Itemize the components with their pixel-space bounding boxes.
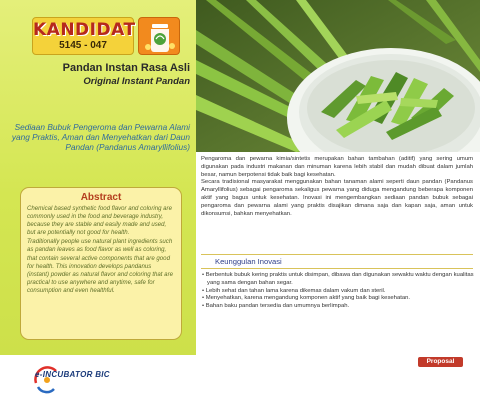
list-item: • Lebih sehat dan tahan lama karena dikemas dalam vakum dan steril. [201,288,476,296]
list-item: • Berbentuk bubuk kering praktis untuk disimpan, dibawa dan digunakan sewaktu waktu dengan kualitas yang sama dengan bahan segar. [201,272,476,288]
intro-paragraph: Pengaroma dan pewarna kimia/sintetis merupakan bahan tambahan (aditif) yang sering umum digunakan pada industri makanan dan minuman karena lebih stabil dan mudah dibuat dalam jumlah besar, namun berpotensi tidak baik bagi kesehatan. [201,156,473,178]
pandan-leaves-photo [196,0,480,152]
logo-text: e-INCUBATOR BIC [35,370,110,379]
abstract-paragraph: Traditionally people use natural plant ingredients such as pandan leaves as food flavor as well as coloring, that contain several active components that are good for health. This innovation develops pandanus (instant) powder as natural flavor and coloring that are practical to use anywhere and anytime, safe for consumption and even healthful. [27,238,173,294]
badge-code: 5145 - 047 [59,40,107,51]
abstract-box [20,187,182,340]
food-jar-icon [138,17,180,55]
abstract-text [27,205,175,295]
abstract-paragraph: Chemical based synthetic food flavor and coloring are commonly used in the food and beverage industry, because they are stable and easily made and used, but are potentially not good for health. [27,205,172,237]
proposal-badge: Proposal [418,357,463,367]
product-subtitle: Original Instant Pandan [83,76,190,87]
abstract-title: Abstract [80,192,122,203]
candidate-badge [32,17,134,55]
product-title: Pandan Instan Rasa Asli [62,62,190,74]
intro-paragraph: Secara tradisional masyarakat menggunakan bahan tanaman alami seperti daun pandan (Pandanus Amaryllifolius) sebagai pengaroma sekaligus pewarna yang diduga mengandung beberapa komponen aktif yang bagus untuk kesehatan. Inovasi ini mengembangkan sediaan pandan bubuk sebagai pengaroma dan pewarna alami yang praktis disajikan dimana saja dan kapan saja, aman untuk dikonsumsi, bahkan menyehatkan. [201,179,473,217]
advantages-list [201,272,476,311]
badge-title: KANDIDAT [33,20,136,40]
list-item: • Bahan baku pandan tersedia dan umumnya berlimpah. [201,303,476,311]
advantages-heading: Keunggulan Inovasi [201,254,473,269]
intro-text [201,156,473,218]
list-item: • Menyehatkan, karena mengandung komponen aktif yang baik bagi kesehatan. [201,295,476,303]
tagline: Sediaan Bubuk Pengeroma dan Pewarna Alami yang Praktis, Aman dan Menyehatkan dari Daun Pandan (Pandanus Amaryllifolius) [11,122,190,153]
e-incubator-logo [34,363,164,397]
